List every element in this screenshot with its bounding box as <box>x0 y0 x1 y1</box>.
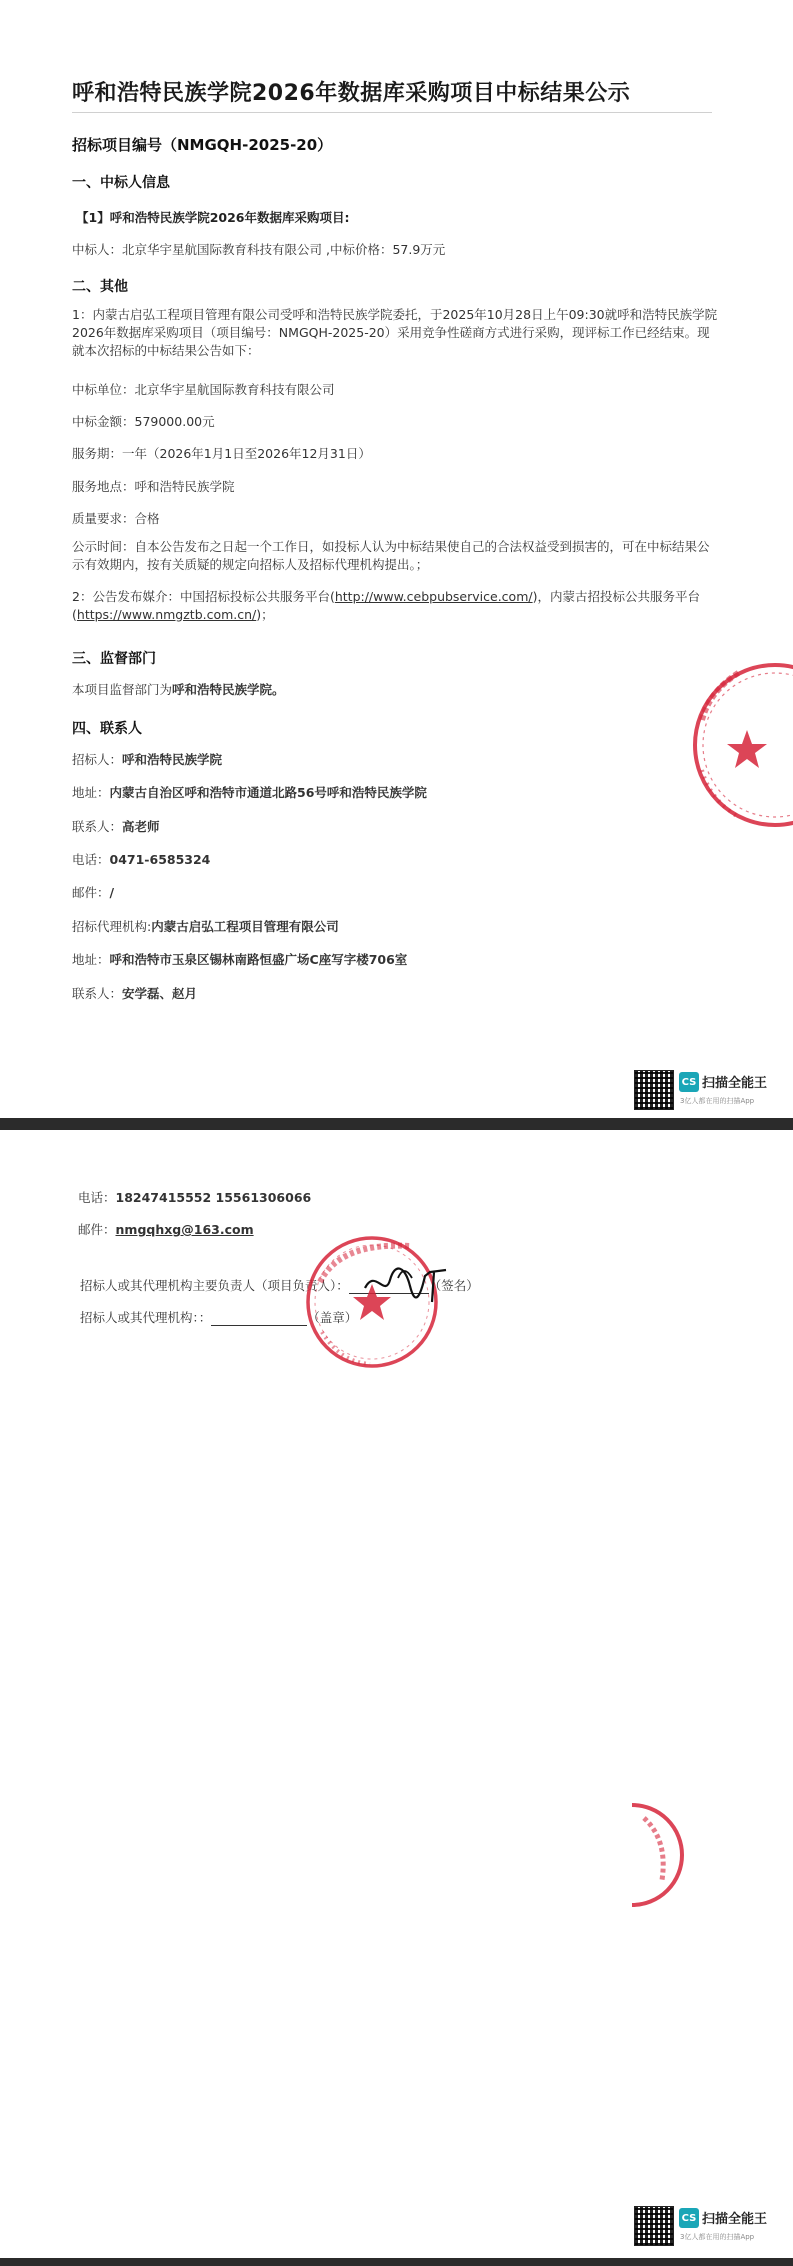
supervision-text <box>72 680 285 698</box>
watermark-brand-2: 扫描全能王 <box>702 2212 768 2227</box>
agency-value: 内蒙古启弘工程项目管理有限公司 <box>151 919 339 934</box>
signature-label: 招标人或其代理机构主要负责人（项目负责人）： <box>80 1278 349 1293</box>
official-seal-stamp <box>680 660 793 830</box>
document-title: 呼和浩特民族学院2026年数据库采购项目中标结果公示 <box>72 81 631 106</box>
tenderer-value: 呼和浩特民族学院 <box>122 752 223 767</box>
section-2-paragraph: 1：内蒙古启弘工程项目管理有限公司受呼和浩特民族学院委托，于2025年10月28日上午09:30就呼和浩特民族学院2026年数据库采购项目（项目编号：NMGQH-2025-20）采用竞争性磋商方式进行采购，现评标工作已经结束。现就本次招标的中标结果公告如下： <box>72 307 718 358</box>
signature-suffix: （签名） <box>428 1278 479 1293</box>
tenderer-contact-row <box>72 817 160 835</box>
notice-time: 公示时间：自本公告发布之日起一个工作日，如投标人认为中标结果使自己的合法权益受到损害的，可在中标结果公示有效期内，按有关质疑的规定向招标人及招标代理机构提出。； <box>72 539 710 572</box>
document-page-2 <box>0 1130 793 2258</box>
project-number: 招标项目编号（NMGQH-2025-20） <box>72 136 333 154</box>
winning-unit: 中标单位：北京华宇星航国际教育科技有限公司 <box>72 382 335 397</box>
agency-email-row <box>78 1220 254 1238</box>
tenderer-contact-label: 联系人： <box>72 819 123 834</box>
section-1-item-title: 【1】呼和浩特民族学院2026年数据库采购项目: <box>76 210 350 225</box>
document-page-1 <box>0 0 793 1118</box>
seal-label: 招标人或其代理机构：： <box>80 1310 212 1325</box>
tenderer-email-label: 邮件： <box>72 885 110 900</box>
agency-address-row <box>72 950 407 968</box>
qr-code-icon-2 <box>634 2206 674 2246</box>
tenderer-email-row <box>72 883 114 901</box>
service-location: 服务地点：呼和浩特民族学院 <box>72 479 235 494</box>
winning-amount: 中标金额：579000.00元 <box>72 414 215 429</box>
partial-seal-stamp <box>632 1790 692 1920</box>
agency-phone-label: 电话： <box>78 1190 116 1205</box>
tenderer-phone-row <box>72 850 210 868</box>
watermark-brand: 扫描全能王 <box>702 1076 768 1091</box>
agency-email-label: 邮件： <box>78 1222 116 1237</box>
tenderer-row <box>72 750 222 768</box>
publish-media-suffix: )； <box>256 607 274 622</box>
service-period: 服务期：一年（2026年1月1日至2026年12月31日） <box>72 446 371 461</box>
quality-requirement: 质量要求：合格 <box>72 511 160 526</box>
publish-media <box>72 588 720 624</box>
qr-code-icon <box>634 1070 674 1110</box>
publish-media-prefix: 2：公告发布媒介：中国招标投标公共服务平台( <box>72 589 335 604</box>
nmgztb-link[interactable]: https://www.nmgztb.com.cn/ <box>76 607 257 622</box>
title-divider <box>72 112 712 113</box>
tenderer-address-label: 地址： <box>72 785 110 800</box>
tenderer-email-value: / <box>109 885 115 900</box>
seal-suffix: （盖章） <box>307 1310 358 1325</box>
tenderer-address-row <box>72 783 427 801</box>
handwritten-signature <box>360 1258 450 1306</box>
agency-contact-label: 联系人： <box>72 986 123 1001</box>
agency-label: 招标代理机构: <box>72 919 152 934</box>
tenderer-phone-label: 电话： <box>72 852 110 867</box>
camscanner-logo-icon: CS <box>679 1072 699 1092</box>
agency-phone-row <box>78 1188 311 1206</box>
section-2-heading: 二、其他 <box>72 279 128 295</box>
watermark-subtitle-2: 3亿人都在用的扫描App <box>680 2233 755 2241</box>
supervision-prefix: 本项目监督部门为 <box>72 682 173 697</box>
publish-media-mid: )，内蒙古招投标公共服务平台( <box>72 589 700 622</box>
agency-email-link[interactable]: nmgqhxg@163.com <box>115 1222 254 1237</box>
cebpubservice-link[interactable]: http://www.cebpubservice.com/ <box>334 589 533 604</box>
tenderer-address-value: 内蒙古自治区呼和浩特市通道北路56号呼和浩特民族学院 <box>109 785 427 800</box>
section-1-winner: 中标人：北京华宇星航国际教育科技有限公司 ,中标价格：57.9万元 <box>72 242 446 257</box>
agency-row <box>72 917 339 935</box>
section-1-heading: 一、中标人信息 <box>72 175 170 191</box>
seal-line <box>211 1325 307 1326</box>
watermark-subtitle: 3亿人都在用的扫描App <box>680 1097 755 1105</box>
camscanner-logo-icon-2: CS <box>679 2208 699 2228</box>
agency-contact-row <box>72 984 197 1002</box>
tenderer-phone-value: 0471-6585324 <box>109 852 211 867</box>
agency-address-label: 地址： <box>72 952 110 967</box>
section-3-heading: 三、监督部门 <box>72 651 156 667</box>
page-divider <box>0 1118 793 1130</box>
section-4-heading: 四、联系人 <box>72 721 142 737</box>
agency-contact-value: 安学磊、赵月 <box>122 986 198 1001</box>
agency-phone-value: 18247415552 15561306066 <box>115 1190 312 1205</box>
agency-address-value: 呼和浩特市玉泉区锡林南路恒盛广场C座写字楼706室 <box>109 952 408 967</box>
tenderer-label: 招标人： <box>72 752 123 767</box>
supervision-dept: 呼和浩特民族学院。 <box>172 682 285 697</box>
tenderer-contact-value: 高老师 <box>122 819 160 834</box>
